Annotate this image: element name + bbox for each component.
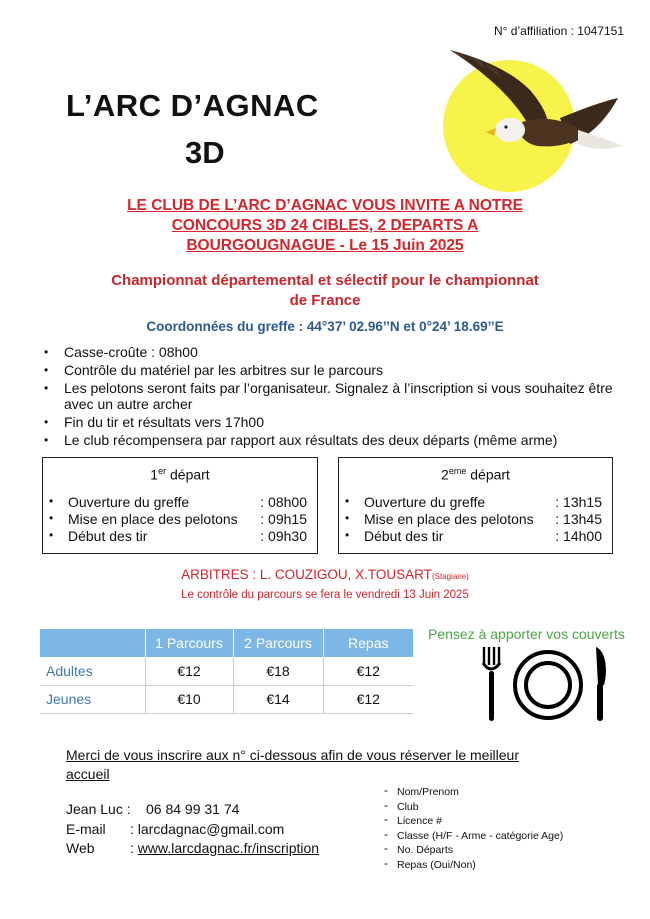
eagle-icon xyxy=(410,40,630,180)
list-item: - Nom/Prenom xyxy=(384,786,563,801)
invite-line-1: LE CLUB DE L’ARC D’AGNAC VOUS INVITE A NOTRE xyxy=(127,197,523,214)
list-item: • Les pelotons seront faits par l’organisateur. Signalez à l’inscription si vous souhaitez être avec un autre archer xyxy=(44,380,644,412)
table-header: 1 Parcours xyxy=(145,629,233,657)
list-item: - Repas (Oui/Non) xyxy=(384,859,563,874)
registry-coordinates: Coordonnées du greffe : 44°37’ 02.96’’N et 0°24’ 18.69’’E xyxy=(146,319,504,334)
info-list xyxy=(44,344,644,450)
price-cell: €12 xyxy=(323,685,413,713)
table-row xyxy=(40,657,413,685)
championship-line-2: de France xyxy=(289,292,361,309)
club-subtitle: 3D xyxy=(185,135,225,170)
table-header: Repas xyxy=(323,629,413,657)
depart-row: • Mise en place des pelotons : 13h45 xyxy=(339,511,612,528)
table-header: 2 Parcours xyxy=(233,629,323,657)
web-link[interactable]: www.larcdagnac.fr/inscription xyxy=(137,840,320,856)
row-label: Adultes xyxy=(40,657,145,685)
depart-row: • Début des tir : 14h00 xyxy=(339,528,612,545)
row-label: Jeunes xyxy=(40,685,145,713)
price-cell: €10 xyxy=(145,685,233,713)
price-table xyxy=(40,629,413,714)
table-row xyxy=(40,685,413,713)
list-item: - Classe (H/F - Arme - catégorie Age) xyxy=(384,830,563,845)
plate-cutlery-icon xyxy=(478,645,618,723)
list-item: • Le club récompensera par rapport aux résultats des deux départs (même arme) xyxy=(44,432,644,448)
list-item: • Casse-croûte : 08h00 xyxy=(44,344,644,360)
list-item: - No. Départs xyxy=(384,844,563,859)
list-item: • Fin du tir et résultats vers 17h00 xyxy=(44,414,644,430)
depart-row: • Début des tir : 09h30 xyxy=(43,528,317,545)
list-item: - Licence # xyxy=(384,815,563,830)
contact-phone: Jean Luc : 06 84 99 31 74 xyxy=(66,801,240,817)
list-item: - Club xyxy=(384,801,563,816)
list-item: • Contrôle du matériel par les arbitres sur le parcours xyxy=(44,362,644,378)
phone-number[interactable]: 06 84 99 31 74 xyxy=(146,801,240,817)
price-cell: €12 xyxy=(323,657,413,685)
email-address[interactable]: : larcdagnac@gmail.com xyxy=(130,821,285,837)
invite-line-3: BOURGOUGNAGUE - Le 15 Juin 2025 xyxy=(186,237,464,254)
affiliation-number: N° d’affiliation : 1047151 xyxy=(494,24,625,38)
price-cell: €18 xyxy=(233,657,323,685)
club-title: L’ARC D’AGNAC xyxy=(66,88,319,123)
price-cell: €12 xyxy=(145,657,233,685)
depart-row: • Mise en place des pelotons : 09h15 xyxy=(43,511,317,528)
registration-fields-list xyxy=(384,786,563,873)
contact-email: E-mail : larcdagnac@gmail.com xyxy=(66,821,285,837)
depart-title: 2eme départ xyxy=(441,466,510,483)
price-cell: €14 xyxy=(233,685,323,713)
championship-line-1: Championnat départemental et sélectif pour le championnat xyxy=(111,272,539,289)
contact-web: Web : www.larcdagnac.fr/inscription xyxy=(66,840,320,856)
second-depart-box xyxy=(338,457,613,554)
registration-invite: Merci de vous inscrire aux n° ci-dessous afin de vous réserver le meilleur accueil xyxy=(66,747,520,782)
depart-row: • Ouverture du greffe : 13h15 xyxy=(339,494,612,511)
depart-title: 1er départ xyxy=(150,466,210,483)
bring-cutlery-note: Pensez à apporter vos couverts xyxy=(428,626,625,642)
course-check-note: Le contrôle du parcours se fera le vendredi 13 Juin 2025 xyxy=(181,589,469,601)
first-depart-box xyxy=(42,457,318,554)
invite-line-2: CONCOURS 3D 24 CIBLES, 2 DEPARTS A xyxy=(171,217,479,234)
depart-row: • Ouverture du greffe : 08h00 xyxy=(43,494,317,511)
table-header xyxy=(40,629,145,657)
referees: ARBITRES : L. COUZIGOU, X.TOUSART(Stagiaire) xyxy=(181,567,469,582)
